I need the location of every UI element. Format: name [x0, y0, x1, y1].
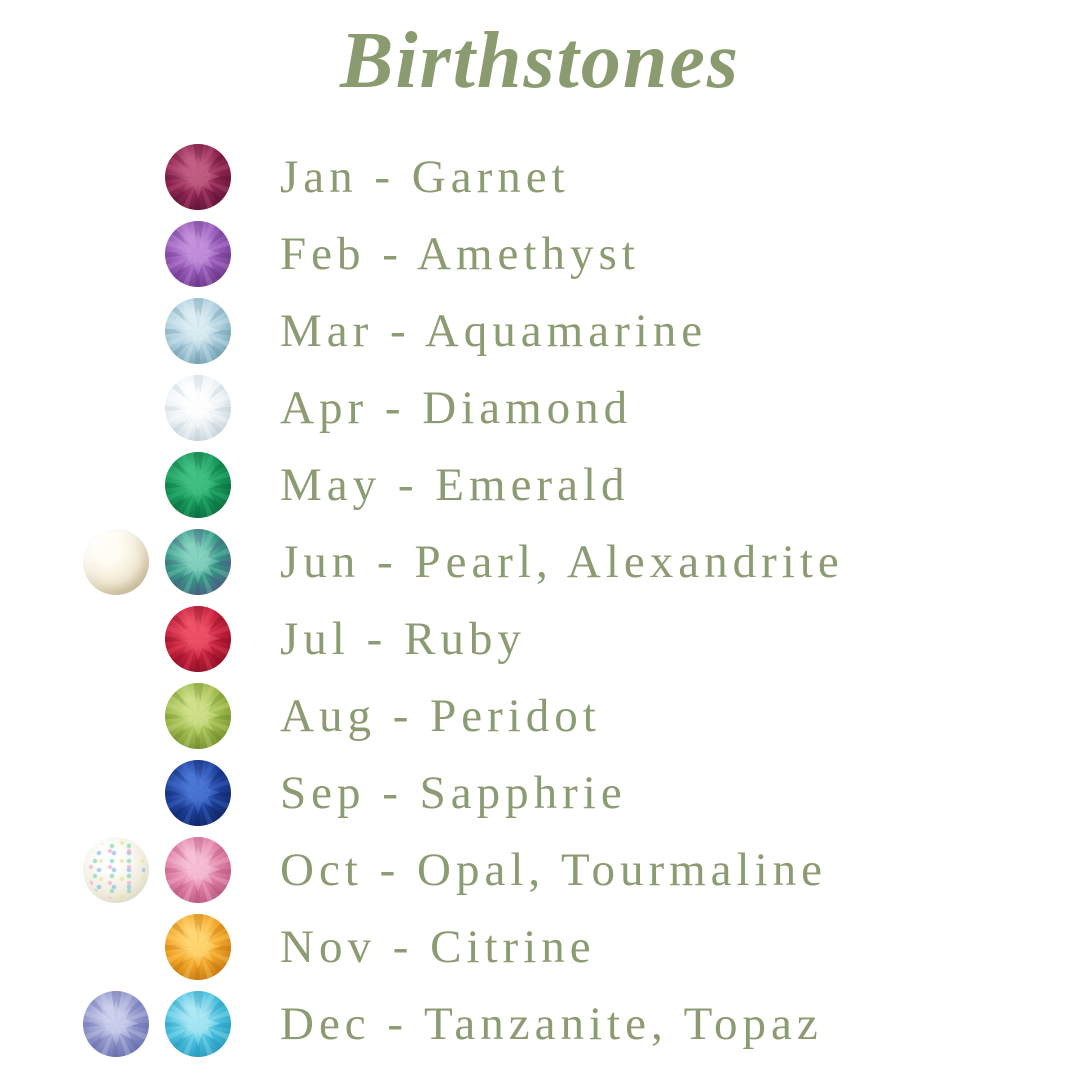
birthstone-row-jan: [0, 138, 1080, 215]
birthstone-row-apr: [0, 369, 1080, 446]
birthstone-row-mar: [0, 292, 1080, 369]
birthstone-label: Jun - Pearl, Alexandrite: [280, 535, 844, 588]
alexandrite-gem-icon: [165, 529, 231, 595]
peridot-gem-icon: [165, 683, 231, 749]
tourmaline-gem-icon: [165, 837, 231, 903]
emerald-gem-icon: [165, 452, 231, 518]
gem-icons: [95, 221, 231, 287]
garnet-gem-icon: [165, 144, 231, 210]
gem-icons: [95, 683, 231, 749]
opal-gem-icon: [83, 837, 149, 903]
birthstone-label: Aug - Peridot: [280, 689, 601, 742]
birthstone-label: Mar - Aquamarine: [280, 304, 708, 357]
gem-icons: [95, 760, 231, 826]
gem-icons: [95, 991, 231, 1057]
gem-icons: [95, 144, 231, 210]
gem-icons: [95, 529, 231, 595]
diamond-gem-icon: [165, 375, 231, 441]
sapphire-gem-icon: [165, 760, 231, 826]
birthstone-label: Oct - Opal, Tourmaline: [280, 843, 827, 896]
blue-topaz-gem-icon: [165, 991, 231, 1057]
birthstone-label: Jul - Ruby: [280, 612, 526, 665]
birthstone-row-dec: [0, 985, 1080, 1062]
birthstone-label: Dec - Tanzanite, Topaz: [280, 997, 823, 1050]
gem-icons: [95, 452, 231, 518]
birthstone-row-sep: [0, 754, 1080, 831]
birthstone-row-may: [0, 446, 1080, 523]
ruby-gem-icon: [165, 606, 231, 672]
gem-icons: [95, 837, 231, 903]
birthstone-row-jun: [0, 523, 1080, 600]
amethyst-gem-icon: [165, 221, 231, 287]
birthstone-label: Jan - Garnet: [280, 150, 570, 203]
birthstone-label: Feb - Amethyst: [280, 227, 640, 280]
birthstone-row-oct: [0, 831, 1080, 908]
birthstone-label: Apr - Diamond: [280, 381, 633, 434]
gem-icons: [95, 375, 231, 441]
citrine-gem-icon: [165, 914, 231, 980]
birthstone-row-aug: [0, 677, 1080, 754]
gem-icons: [95, 298, 231, 364]
birthstone-label: Sep - Sapphrie: [280, 766, 627, 819]
tanzanite-gem-icon: [83, 991, 149, 1057]
page-title: Birthstones: [340, 17, 740, 105]
gem-icons: [95, 606, 231, 672]
birthstone-list: [0, 138, 1080, 1062]
gem-icons: [95, 914, 231, 980]
pearl-gem-icon: [83, 529, 149, 595]
birthstone-row-feb: [0, 215, 1080, 292]
aquamarine-gem-icon: [165, 298, 231, 364]
birthstone-label: Nov - Citrine: [280, 920, 596, 973]
birthstone-row-jul: [0, 600, 1080, 677]
birthstone-row-nov: [0, 908, 1080, 985]
birthstone-label: May - Emerald: [280, 458, 630, 511]
